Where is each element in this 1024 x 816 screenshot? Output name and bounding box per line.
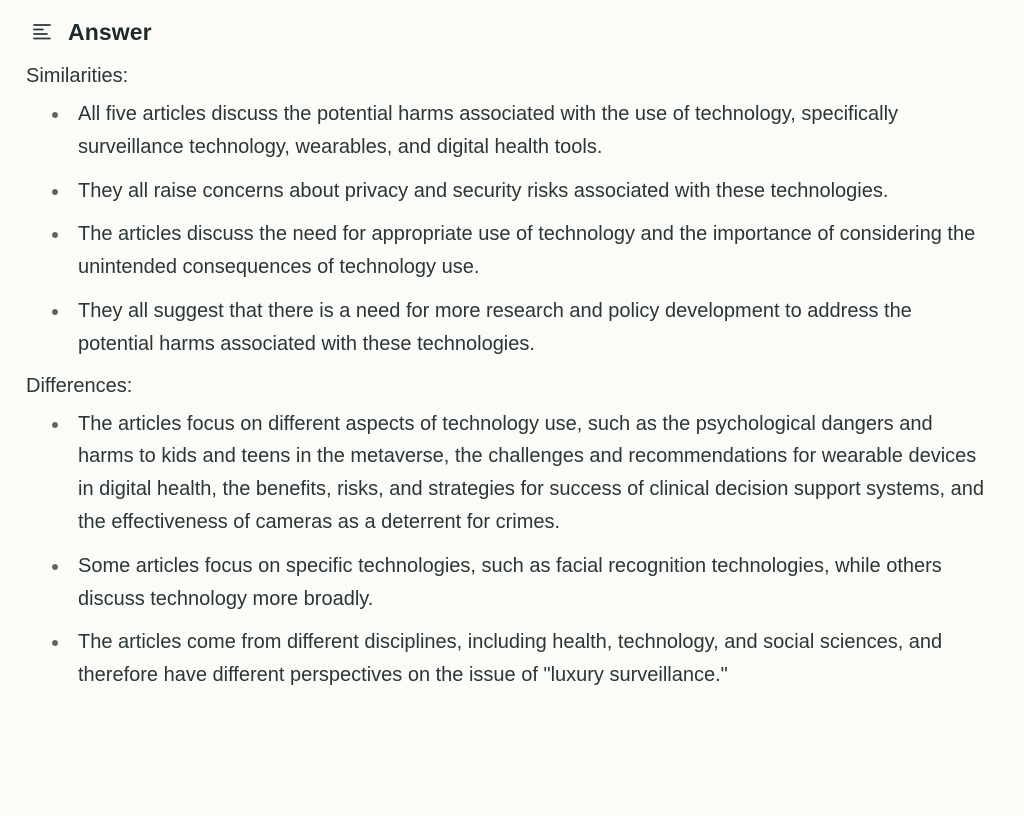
- similarities-list: [26, 98, 998, 361]
- differences-heading: Differences:: [26, 374, 133, 397]
- answer-header: [30, 16, 998, 48]
- text-align-left-icon: [30, 20, 54, 44]
- list-item: The articles discuss the need for appropriate use of technology and the importance of considering the unintended consequences of technology use.: [26, 218, 998, 284]
- list-item: All five articles discuss the potential harms associated with the use of technology, specifically surveillance technology, wearables, and digital health tools.: [26, 98, 998, 164]
- similarities-heading: Similarities:: [26, 65, 129, 87]
- list-item: The articles come from different disciplines, including health, technology, and social sciences, and therefore have different perspectives on the issue of "luxury surveillance.": [26, 626, 998, 692]
- list-item: They all raise concerns about privacy and security risks associated with these technologies.: [26, 175, 998, 208]
- differences-list: [26, 408, 998, 692]
- list-item: Some articles focus on specific technologies, such as facial recognition technologies, while others discuss technology more broadly.: [26, 550, 998, 616]
- list-item: They all suggest that there is a need for more research and policy development to address the potential harms associated with these technologies.: [26, 295, 998, 361]
- answer-title: Answer: [68, 18, 152, 45]
- list-item: The articles focus on different aspects of technology use, such as the psychological dangers and harms to kids and teens in the metaverse, the challenges and recommendations for wearable devices in digital health, the benefits, risks, and strategies for success of clinical decision support systems, and the effectiveness of cameras as a deterrent for crimes.: [26, 408, 998, 539]
